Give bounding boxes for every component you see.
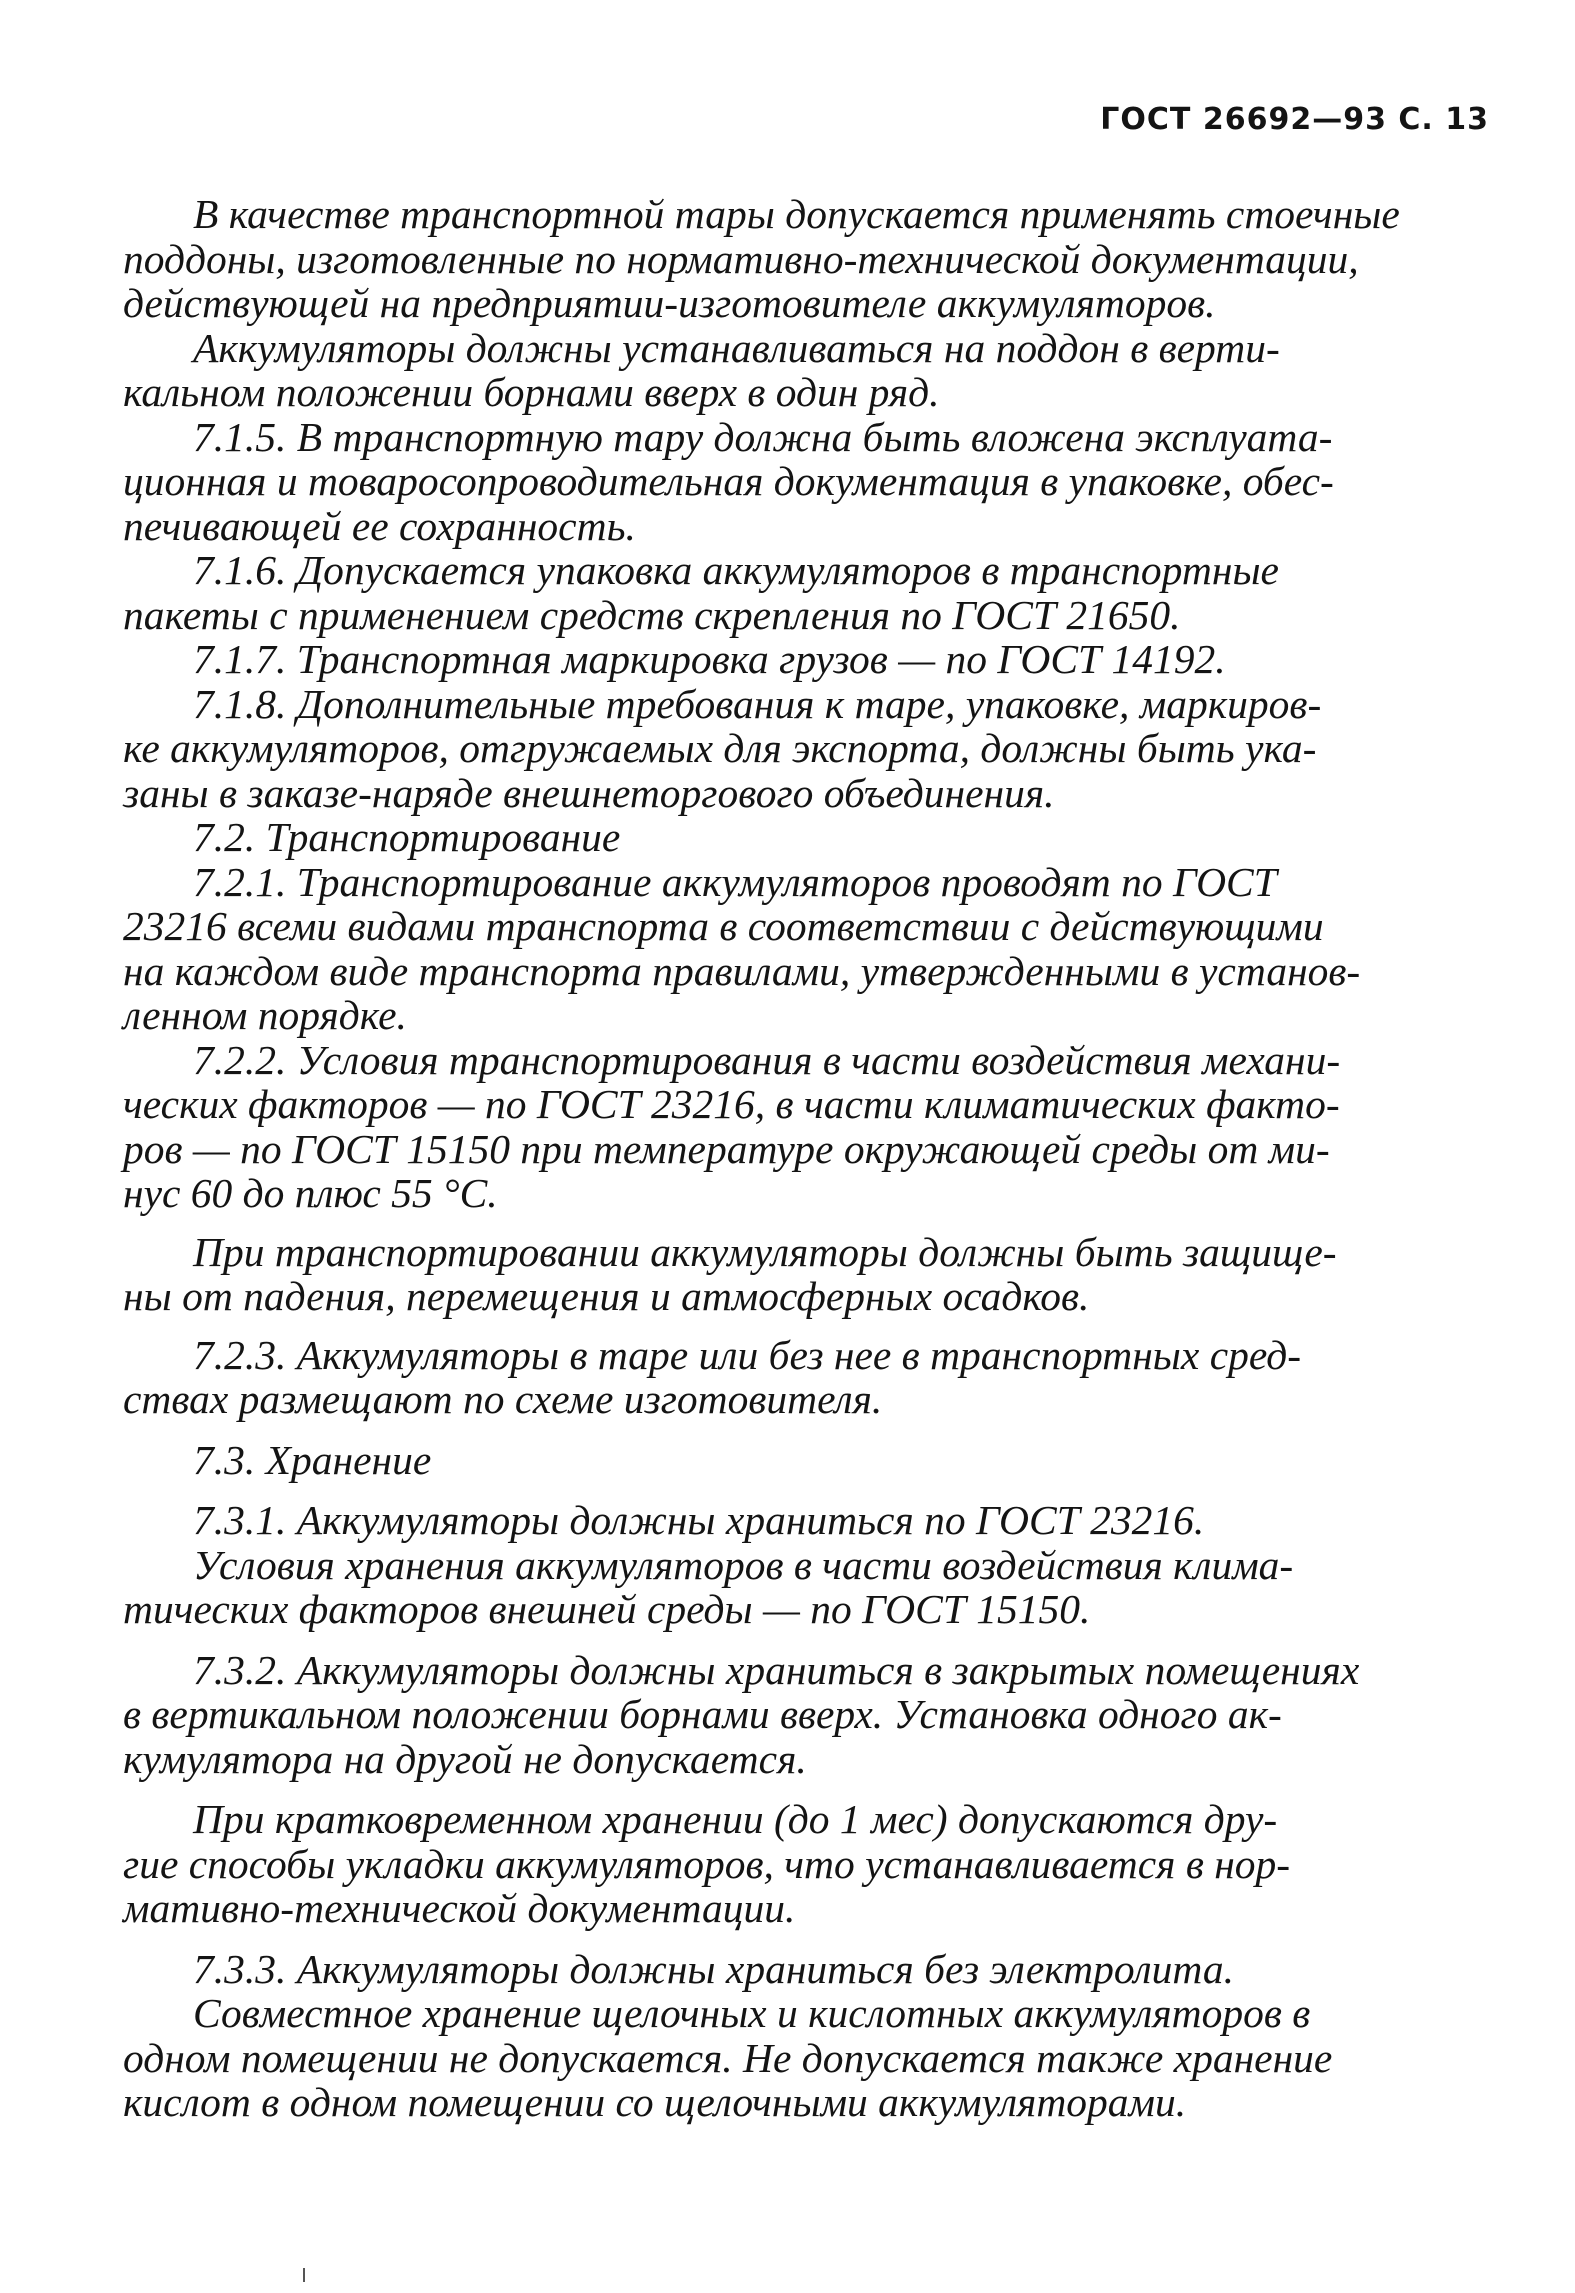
document-body (123, 192, 1499, 2125)
paragraph-7-1-8: 7.1.8. Дополнительные требования к таре, упаковке, маркиров- ке аккумуляторов, отгружаемых для экспорта, должны быть ука- заны в заказе-наряде внешнеторгового объединения. (123, 680, 1322, 816)
paragraph-joint-storage: Совместное хранение щелочных и кислотных аккумуляторов в одном помещении не допускается. Не допускается также хранение кислот в одном помещении со щелочными аккумуляторами. (123, 1990, 1333, 2125)
paragraph-7-3-3: 7.3.3. Аккумуляторы должны храниться без электролита. (193, 1945, 1234, 1992)
paragraph-short-term-storage: При кратковременном хранении (до 1 мес) допускаются дру- гие способы укладки аккумуляторов, что устанавливается в нор- мативно-технической документации. (123, 1796, 1291, 1931)
paragraph-7-1-6: 7.1.6. Допускается упаковка аккумуляторов в транспортные пакеты с применением средств скрепления по ГОСТ 21650. (123, 547, 1279, 638)
paragraph-storage-conditions: Условия хранения аккумуляторов в части воздействия клима- тических факторов внешней среды — по ГОСТ 15150. (123, 1541, 1294, 1632)
paragraph-7-1-7: 7.1.7. Транспортная маркировка грузов — по ГОСТ 14192. (193, 636, 1226, 682)
paragraph-7-1-5: 7.1.5. В транспортную тару должна быть вложена эксплуата- ционная и товаросопроводительная документация в упаковке, обес- печивающей ее сохранность. (123, 413, 1334, 549)
paragraph-7-2-1: 7.2.1. Транспортирование аккумуляторов проводят по ГОСТ 23216 всеми видами транспорта в соответствии с действующими на каждом виде транспорта правилами, утвержденными в установ- ленном порядке. (123, 858, 1361, 1038)
section-heading-7-3: 7.3. Хранение (193, 1436, 432, 1483)
section-heading-7-2: 7.2. Транспортирование (193, 814, 621, 860)
paragraph-7-3-2: 7.3.2. Аккумуляторы должны храниться в закрытых помещениях в вертикальном положении борнами вверх. Установка одного ак- кумулятора на другой не допускается. (123, 1646, 1360, 1782)
paragraph-pallet-installation: Аккумуляторы должны устанавливаться на поддон в верти- кальном положении борнами вверх в один ряд. (123, 324, 1280, 415)
paragraph-transport-protection: При транспортировании аккумуляторы должны быть защище- ны от падения, перемещения и атмосферных осадков. (123, 1228, 1337, 1319)
page-header: ГОСТ 26692—93 С. 13 (1100, 102, 1489, 137)
paragraph-7-2-3: 7.2.3. Аккумуляторы в таре или без нее в транспортных сред- ствах размещают по схеме изготовителя. (123, 1331, 1302, 1422)
paragraph-7-3-1: 7.3.1. Аккумуляторы должны храниться по ГОСТ 23216. (193, 1497, 1205, 1543)
paragraph-transport-packaging: В качестве транспортной тары допускается применять стоечные поддоны, изготовленные по нормативно-технической документации, действующей на предприятии-изготовителе аккумуляторов. (123, 191, 1400, 326)
scan-artifact-mark (303, 2268, 305, 2282)
paragraph-7-2-2: 7.2.2. Условия транспортирования в части воздействия механи- ческих факторов — по ГОСТ 23216, в части климатических факто- ров — по ГОСТ 15150 при температуре окружающей среды от ми- нус 60 до плюс 55 °С. (123, 1036, 1341, 1216)
